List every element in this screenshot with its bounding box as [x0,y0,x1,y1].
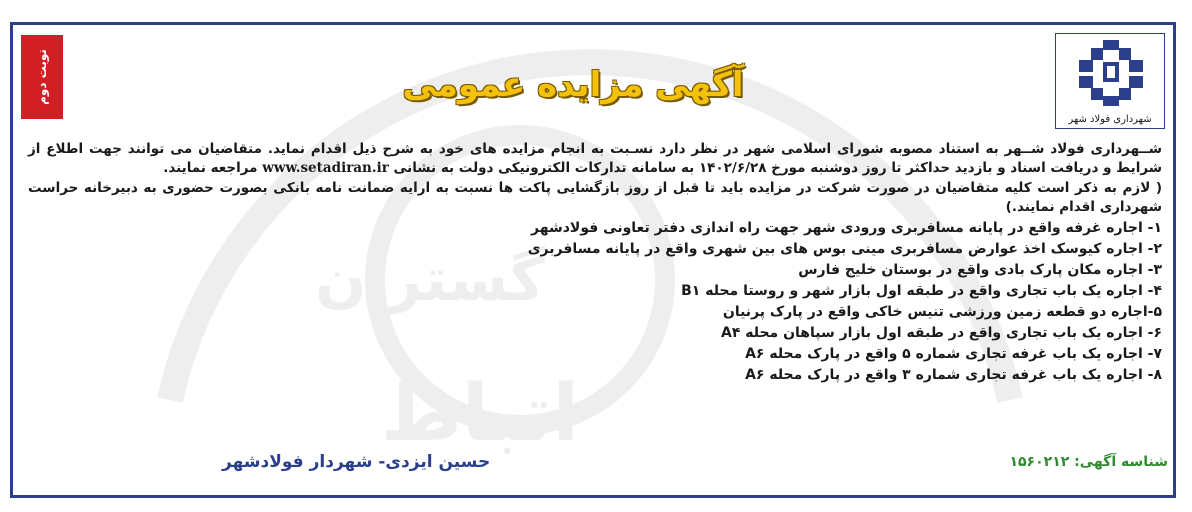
ad-title: آگهی مزایده عمومی [402,65,744,105]
list-item: ۶- اجاره یک باب تجاری واقع در طبقه اول بازار سپاهان محله A۴ [720,325,1162,341]
ad-body [28,140,1162,386]
list-item: ۱- اجاره غرفه واقع در پایانه مسافربری ورودی شهر جهت راه اندازی دفتر تعاونی فولادشهر [531,220,1162,236]
edition-label: نوبت دوم [35,49,49,105]
municipality-logo [1055,33,1165,129]
signer-name: حسین ایزدی- شهردار فولادشهر [222,452,491,472]
ad-header [13,25,1173,137]
guarantee-note: ( لازم به ذکر است کلیه متقاضیان در صورت شرکت در مزایده باید تا قبل از روز بازگشایی پاکت ها نسبت به ارایه ضمانت نامه بانکی بصورت حضوری به دبیرخانه حراست شهرداری اقدام نمایند.) [28,180,1162,215]
list-item: ۵-اجاره دو قطعه زمین ورزشی تنیس خاکی واقع در پارک پرنیان [722,304,1162,320]
edition-tab [21,35,63,119]
intro-paragraph [28,140,1162,178]
list-item: ۲- اجاره کیوسک اخذ عوارض مسافربری مینی بوس های بین شهری واقع در پایانه مسافربری [527,241,1162,257]
ad-id: شناسه آگهی: ۱۵۶۰۲۱۲ [1009,454,1168,470]
logo-emblem-icon [1073,38,1149,108]
logo-caption: شهرداری فولاد شهر [1068,114,1152,125]
auction-items-list [28,218,1162,386]
website-link[interactable]: www.setadiran.ir [262,160,389,176]
intro-text: شــهرداری فولاد شــهر به استناد مصوبه شورای اسلامی شهر در نظر دارد نسـبت به انجام مزایده های خود به شرح ذیل اقدام نماید. متقاضیان می توانند جهت اطلاع از شرایط و دریافت اسناد و بازدید حداکثر تا روز دوشنبه مورخ ۱۴۰۲/۶/۲۸ به سامانه تدارکات الکترونیکی دولت به نشانی [28,141,1162,176]
list-item: ۷- اجاره یک باب غرفه تجاری شماره ۵ واقع در پارک محله A۶ [745,346,1162,362]
watermark-text-2: اتباط [380,369,580,459]
list-item: ۸- اجاره یک باب غرفه تجاری شماره ۳ واقع در پارک محله A۶ [745,367,1162,383]
list-item: ۳- اجاره مکان پارک بادی واقع در بوستان خلیج فارس [798,262,1162,278]
list-item: ۴- اجاره یک باب تجاری واقع در طبقه اول بازار شهر و روستا محله B۱ [681,283,1162,299]
watermark-text-1: گستران [315,245,545,315]
intro-text-end: مراجعه نمایند. [163,160,258,176]
